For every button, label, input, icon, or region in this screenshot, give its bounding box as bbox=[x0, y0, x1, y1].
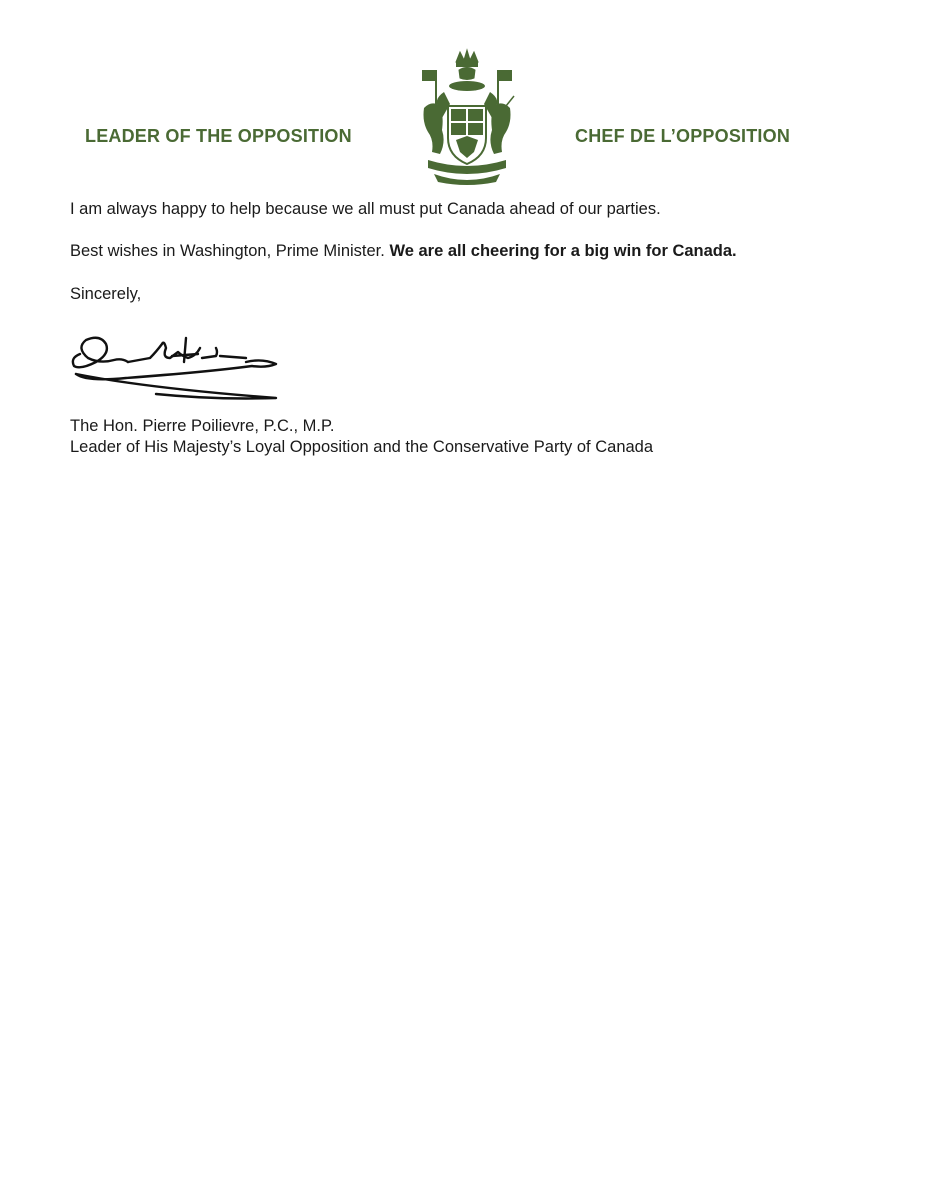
letter-paragraph-wishes bbox=[70, 241, 737, 261]
letterhead-title-english: LEADER OF THE OPPOSITION bbox=[85, 126, 352, 146]
coat-of-arms-icon bbox=[414, 48, 520, 186]
wishes-bold-text: We are all cheering for a big win for Canada. bbox=[389, 242, 737, 260]
signature-block bbox=[70, 416, 653, 458]
signatory-name: The Hon. Pierre Poilievre, P.C., M.P. bbox=[70, 417, 335, 435]
letterhead-title-french: CHEF DE L’OPPOSITION bbox=[575, 126, 791, 146]
handwritten-signature-icon bbox=[66, 318, 286, 410]
signatory-title: Leader of His Majesty’s Loyal Opposition and the Conservative Party of Canada bbox=[70, 438, 654, 456]
letterhead bbox=[0, 0, 928, 190]
wishes-regular-text: Best wishes in Washington, Prime Minister. bbox=[70, 242, 385, 260]
letter-closing: Sincerely, bbox=[70, 285, 142, 303]
letter-paragraph: I am always happy to help because we all must put Canada ahead of our parties. bbox=[70, 200, 661, 218]
